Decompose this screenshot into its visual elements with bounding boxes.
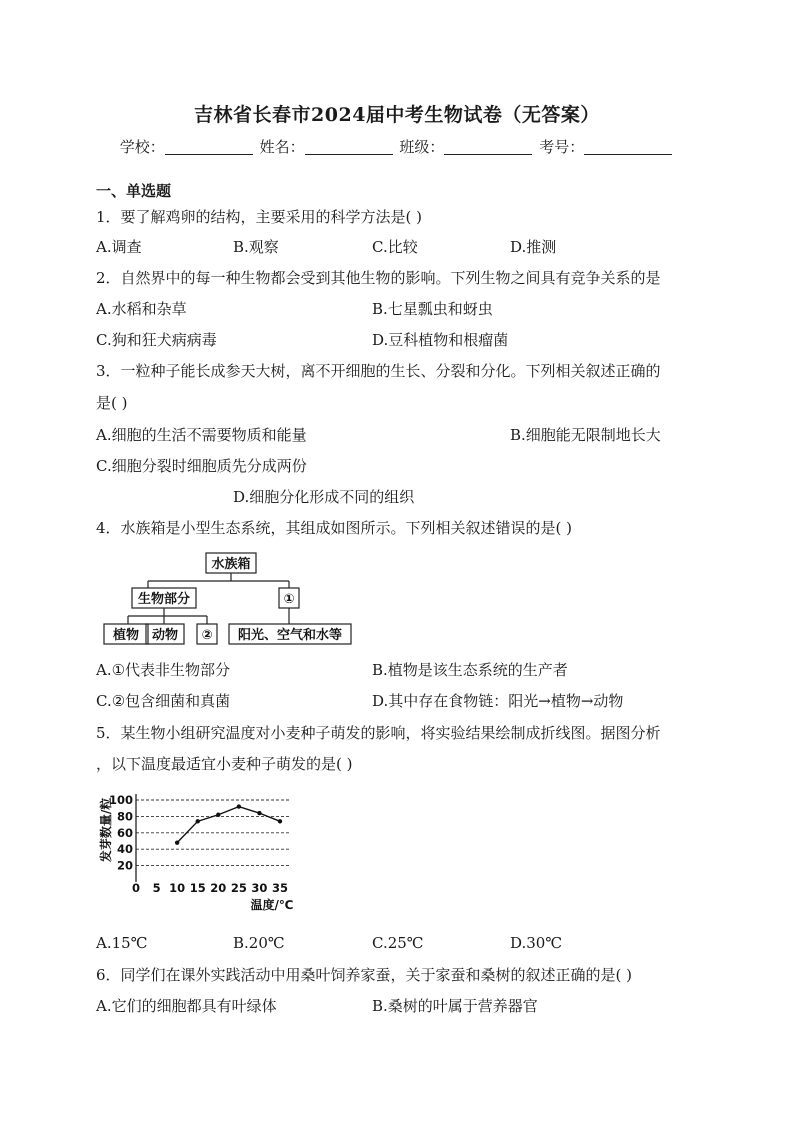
chart-y-tick-label: 100	[108, 793, 133, 807]
q3-option-b[interactable]: B.细胞能无限制地长大	[510, 426, 661, 444]
q1-option-c[interactable]: C.比较	[372, 238, 418, 256]
chart-y-tick-label: 80	[116, 809, 133, 824]
q5-option-b[interactable]: B.20℃	[233, 934, 285, 952]
q4-option-d[interactable]: D.其中存在食物链：阳光→植物→动物	[372, 692, 624, 710]
q4-option-c[interactable]: C.②包含细菌和真菌	[96, 692, 231, 710]
question-3-stem-line1: 3．一粒种子能长成参天大树，离不开细胞的生长、分裂和分化。下列相关叙述正确的	[96, 362, 661, 380]
diagram-circle2-label: ②	[201, 628, 213, 643]
question-4-stem: 4．水族箱是小型生态系统，其组成如图所示。下列相关叙述错误的是( )	[96, 519, 573, 537]
name-label: 姓名：	[259, 138, 305, 156]
chart-data-point	[216, 813, 220, 817]
q4-option-a[interactable]: A.①代表非生物部分	[96, 661, 231, 679]
chart-x-tick-label: 25	[230, 881, 247, 895]
diagram-bio-label: 生物部分	[137, 592, 191, 607]
exam-no-label: 考号：	[539, 138, 585, 156]
diagram-root-label: 水族箱	[211, 557, 251, 572]
q3-option-c[interactable]: C.细胞分裂时细胞质先分成两份	[96, 457, 307, 475]
chart-x-tick-label: 30	[251, 881, 268, 895]
question-1-stem: 1．要了解鸡卵的结构，主要采用的科学方法是( )	[96, 208, 423, 226]
q6-option-a[interactable]: A.它们的细胞都具有叶绿体	[96, 997, 277, 1015]
q1-option-b[interactable]: B.观察	[233, 238, 279, 256]
question-6-stem: 6．同学们在课外实践活动中用桑叶饲养家蚕，关于家蚕和桑树的叙述正确的是( )	[96, 966, 633, 984]
aquarium-diagram	[96, 548, 366, 648]
chart-x-tick-label: 5	[152, 881, 161, 895]
question-5-stem-line2: ，以下温度最适宜小麦种子萌发的是( )	[96, 755, 353, 773]
diagram-abiotic-label: 阳光、空气和水等	[237, 628, 343, 643]
q5-option-d[interactable]: D.30℃	[510, 934, 563, 952]
chart-y-tick-label: 60	[116, 825, 133, 840]
q2-option-d[interactable]: D.豆科植物和根瘤菌	[372, 331, 509, 349]
diagram-circle1-label: ①	[283, 592, 295, 607]
chart-data-point	[196, 819, 200, 823]
question-2-stem: 2．自然界中的每一种生物都会受到其他生物的影响。下列生物之间具有竞争关系的是	[96, 269, 661, 287]
q1-option-a[interactable]: A.调查	[96, 238, 142, 256]
q6-option-b[interactable]: B.桑树的叶属于营养器官	[372, 997, 538, 1015]
q2-option-a[interactable]: A.水稻和杂草	[96, 300, 187, 318]
chart-data-point	[175, 840, 179, 844]
chart-data-point	[278, 819, 282, 823]
chart-data-point	[257, 811, 261, 815]
diagram-animal-label: 动物	[151, 628, 179, 643]
question-5-stem-line1: 5．某生物小组研究温度对小麦种子萌发的影响，将实验结果绘制成折线图。据图分析	[96, 724, 661, 742]
chart-x-tick-label: 15	[189, 881, 206, 895]
chart-ylabel: 发芽数量/粒	[99, 797, 113, 863]
q3-option-a[interactable]: A.细胞的生活不需要物质和能量	[96, 426, 307, 444]
page-title: 吉林省长春市2024届中考生物试卷（无答案）	[194, 104, 600, 126]
germination-chart	[96, 782, 306, 917]
class-blank[interactable]	[444, 140, 532, 155]
chart-y-tick-label: 20	[116, 858, 133, 873]
chart-x-tick-label: 20	[210, 881, 227, 895]
school-label: 学校：	[119, 138, 165, 156]
germination-series-line	[177, 807, 280, 843]
name-blank[interactable]	[305, 140, 393, 155]
q3-option-d[interactable]: D.细胞分化形成不同的组织	[233, 488, 415, 506]
question-3-stem-line2: 是( )	[96, 394, 128, 412]
q4-option-b[interactable]: B.植物是该生态系统的生产者	[372, 661, 568, 679]
q5-option-c[interactable]: C.25℃	[372, 934, 424, 952]
q1-option-d[interactable]: D.推测	[510, 238, 557, 256]
chart-data-point	[237, 804, 241, 808]
q2-option-b[interactable]: B.七星瓢虫和蚜虫	[372, 300, 493, 318]
chart-xlabel: 温度/℃	[250, 898, 294, 912]
diagram-plant-label: 植物	[112, 628, 140, 643]
exam-no-blank[interactable]	[584, 140, 672, 155]
school-blank[interactable]	[165, 140, 253, 155]
chart-x-tick-label: 10	[169, 881, 186, 895]
chart-x-tick-label: 0	[131, 881, 141, 895]
chart-x-tick-label: 35	[271, 881, 289, 895]
q5-option-a[interactable]: A.15℃	[96, 934, 148, 952]
chart-y-tick-label: 40	[116, 842, 133, 857]
class-label: 班级：	[399, 138, 445, 156]
student-info-row	[0, 136, 794, 157]
q2-option-c[interactable]: C.狗和狂犬病病毒	[96, 331, 217, 349]
section-heading: 一、单选题	[96, 182, 172, 200]
